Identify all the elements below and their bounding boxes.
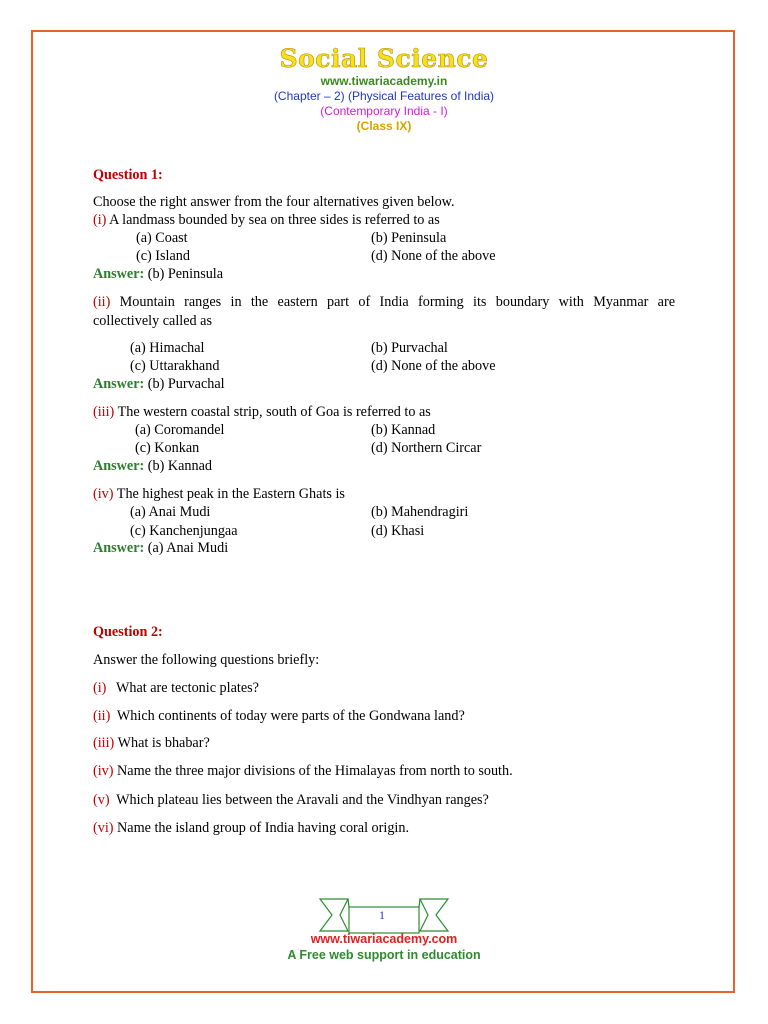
chapter-title: (Chapter – 2) (Physical Features of India)	[273, 89, 495, 103]
option-b: (b) Kannad	[371, 422, 436, 438]
option-a: (a) Anai Mudi	[130, 504, 211, 520]
item-number: (iv)	[93, 486, 114, 502]
page-title: Social Science	[279, 44, 489, 73]
item-text: The western coastal strip, south of Goa is referred to as	[117, 404, 431, 420]
item-text: Which continents of today were parts of the Gondwana land?	[116, 708, 465, 724]
answer-text: (b) Purvachal	[147, 376, 225, 392]
answer-label: Answer:	[93, 376, 145, 392]
option-c: (c) Konkan	[135, 440, 200, 456]
footer-tagline: A Free web support in education	[287, 948, 481, 962]
answer-text: (b) Kannad	[147, 458, 212, 474]
q1-item-1-answer	[93, 266, 223, 283]
answer-text: (b) Peninsula	[147, 266, 224, 282]
question-2-heading: Question 2:	[93, 624, 163, 640]
item-number: (ii)	[93, 708, 111, 724]
q1-item-2-continued: collectively called as	[93, 313, 212, 329]
book-title: (Contemporary India - I)	[320, 104, 448, 118]
option-d: (d) None of the above	[371, 248, 496, 264]
item-text: Mountain ranges in the eastern part of India forming its boundary with Myanmar are	[119, 294, 675, 310]
answer-label: Answer:	[93, 266, 145, 282]
question-1-intro: Choose the right answer from the four alternatives given below.	[93, 194, 455, 210]
q2-item-3	[93, 735, 210, 752]
item-text: What are tectonic plates?	[115, 680, 259, 696]
item-text: What is bhabar?	[117, 735, 210, 751]
item-number: (iii)	[93, 404, 115, 420]
option-d: (d) Khasi	[371, 523, 425, 539]
option-c: (c) Island	[136, 248, 190, 264]
option-a: (a) Coast	[136, 230, 188, 246]
item-number: (vi)	[93, 820, 114, 836]
q2-item-2	[93, 708, 465, 725]
question-2-intro: Answer the following questions briefly:	[93, 652, 320, 668]
option-b: (b) Mahendragiri	[371, 504, 469, 520]
q1-item-2-answer	[93, 376, 225, 393]
q1-item-3	[93, 404, 431, 421]
item-text: A landmass bounded by sea on three sides is referred to as	[109, 212, 440, 228]
option-a: (a) Coromandel	[135, 422, 225, 438]
q2-item-4	[93, 763, 513, 780]
item-number: (ii)	[93, 294, 111, 310]
q2-item-6	[93, 820, 409, 837]
q1-item-3-answer	[93, 458, 212, 475]
answer-label: Answer:	[93, 540, 145, 556]
answer-label: Answer:	[93, 458, 145, 474]
q2-item-5	[93, 792, 489, 809]
option-b: (b) Peninsula	[371, 230, 447, 246]
footer-url[interactable]: www.tiwariacademy.com	[310, 932, 458, 946]
question-1-heading: Question 1:	[93, 167, 163, 183]
option-d: (d) Northern Circar	[371, 440, 482, 456]
item-number: (v)	[93, 792, 110, 808]
q1-item-1	[93, 212, 440, 229]
option-a: (a) Himachal	[130, 340, 205, 356]
option-d: (d) None of the above	[371, 358, 496, 374]
page-header	[0, 44, 768, 134]
item-number: (iii)	[93, 735, 115, 751]
item-text: Name the three major divisions of the Himalayas from north to south.	[117, 763, 513, 779]
q1-item-4-answer	[93, 540, 228, 557]
page-number: 1	[379, 908, 385, 922]
item-text: The highest peak in the Eastern Ghats is	[116, 486, 345, 502]
item-text: Name the island group of India having coral origin.	[117, 820, 409, 836]
option-b: (b) Purvachal	[371, 340, 448, 356]
q1-item-2	[93, 294, 675, 311]
item-number: (i)	[93, 680, 107, 696]
q2-item-1	[93, 680, 259, 697]
q1-item-4	[93, 486, 345, 503]
option-c: (c) Kanchenjungaa	[130, 523, 238, 539]
item-text: Which plateau lies between the Aravali and the Vindhyan ranges?	[116, 792, 489, 808]
header-url: www.tiwariacademy.in	[320, 74, 448, 88]
option-c: (c) Uttarakhand	[130, 358, 220, 374]
item-number: (i)	[93, 212, 107, 228]
item-number: (iv)	[93, 763, 114, 779]
class-label: (Class IX)	[356, 119, 412, 133]
answer-text: (a) Anai Mudi	[147, 540, 229, 556]
